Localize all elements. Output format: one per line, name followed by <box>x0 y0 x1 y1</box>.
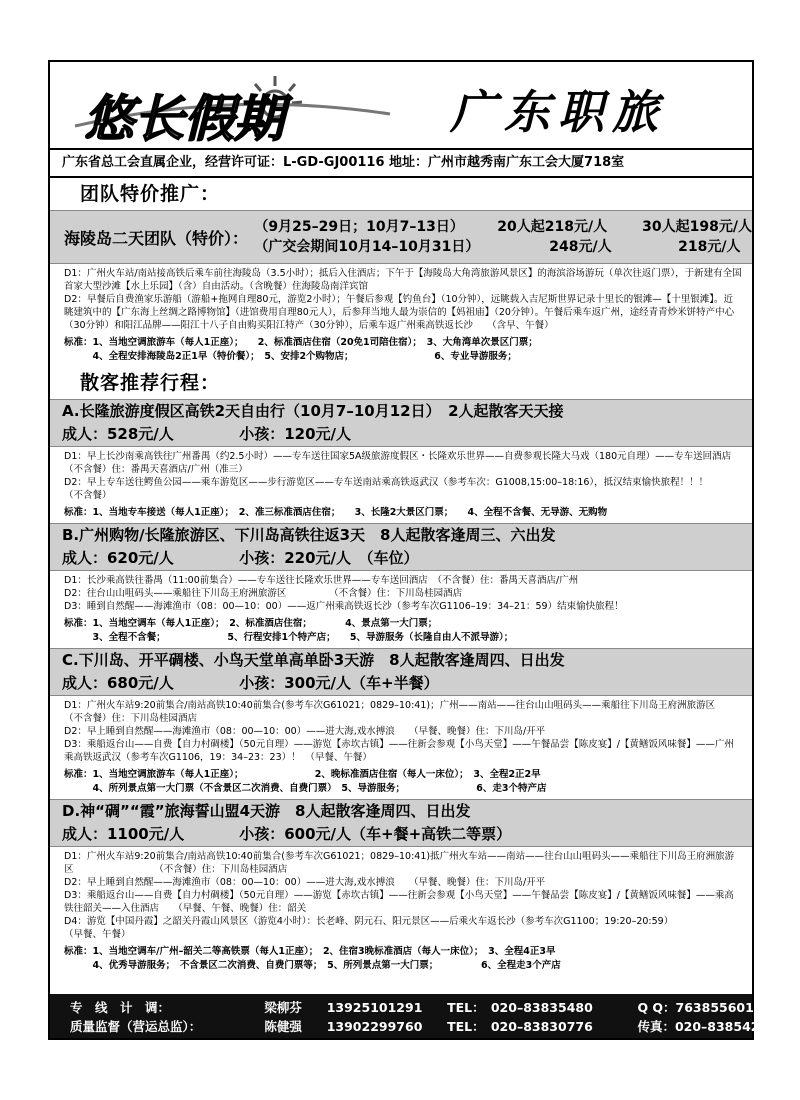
group-price-30: 30人起198元/人 <box>642 219 752 235</box>
supervise-label: 质量监督（营运总监）： <box>70 1019 202 1034</box>
itinerary-day: D2：早上睡到自然醒——海滩渔市（08：00—10：00）——进大海,戏水搏浪 （早餐、晚餐）住：下川岛/开平 <box>64 877 546 888</box>
standard-line: 标准：1、当地空调车/广州–韶关二等高铁票（每人1正座）； 2、住宿3晚标准酒店（每人一床位）； 3、全程4正3早 <box>64 946 556 957</box>
scatter-section-title: 散客推荐行程： <box>80 372 221 394</box>
group-dates-2: （广交会期间10月14–10月31日） <box>254 239 480 255</box>
child-price: 小孩：300元/人（车+半餐） <box>239 674 439 692</box>
hotline-mobile: 13925101291 <box>326 1000 423 1015</box>
logo <box>70 70 400 148</box>
supervise-row <box>70 1017 777 1036</box>
package-d-banner <box>50 799 752 847</box>
package-b-banner <box>50 523 752 571</box>
package-title: A.长隆旅游度假区高铁2天自由行（10月7–10月12日） 2人起散客天天接 <box>62 402 564 420</box>
itinerary-day: D3：乘船返台山——自费【自力村碉楼】（50元自理）——游览【赤坎古镇】——往新会参观【小鸟天堂】——午餐品尝【陈皮宴】/【黄鳝饭风味餐】——广州乘高铁返武汉（参考车次G1106，19：34–23：23）！ （早餐、午餐） <box>64 739 734 763</box>
itinerary-day: D1：广州火车站9:20前集合/南站高铁10:40前集合(参考车次G61021；0829–10:41)抵广州火车站——南站——往台山山咀码头——乘船往下川岛王府洲旅游区 （不含餐）住：下川岛桂园酒店 <box>64 851 735 875</box>
adult-price: 成人：528元/人 <box>62 425 174 443</box>
package-price <box>50 672 752 695</box>
supervise-tel: TEL： 020–83830776 <box>447 1019 593 1034</box>
qq-number: Q Q：763855601 <box>637 1000 754 1015</box>
package-price <box>50 423 752 446</box>
group-tour-name: 海陵岛二天团队（特价）： <box>64 228 249 248</box>
package-c-standards <box>50 766 752 799</box>
package-d-itinerary <box>50 847 764 943</box>
standard-line: 标准：1、当地空调旅游车（每人1正座）； 2、标准酒店住宿（20免1司陪住宿）； 3、大角湾单次景区门票； <box>64 337 538 348</box>
group-standards <box>50 334 752 367</box>
itinerary-day: D1：早上长沙南乘高铁往广州番禺（约2.5小时）——专车送往国家5A级旅游度假区・长隆欢乐世界——自费参观长隆大马戏（180元自理）——专车送回酒店 （不含餐）住：番禺天喜酒店/广州（准三） <box>64 451 779 475</box>
itinerary-day: D2：早上睡到自然醒——海滩渔市（08：00—10：00）——进大海,戏水搏浪 （早餐、晚餐）住：下川岛/开平 <box>64 726 546 737</box>
package-price <box>50 547 752 570</box>
package-d-standards <box>50 943 752 976</box>
group-tour-banner <box>50 210 752 264</box>
itinerary-day: D2：往台山山咀码头——乘船往下川岛王府洲旅游区 （不含餐）住：下川岛桂园酒店 <box>64 588 463 599</box>
brand-title: 广东职旅 <box>450 85 666 139</box>
itinerary-day: D1：长沙乘高铁往番禺（11:00前集合）——专车送往长隆欢乐世界——专车送回酒店 （不含餐）住：番禺天喜酒店/广州 <box>64 575 579 586</box>
standard-line: 标准：1、当地专车接送（每人1正座）； 2、准三标准酒店住宿； 3、长隆2大景区门票； 4、全程不含餐、无导游、无购物 <box>64 507 608 518</box>
child-price: 小孩：220元/人 （车位） <box>239 549 419 567</box>
itinerary-day: D3：睡到自然醒——海滩渔市（08：00—10：00）——返广州乘高铁返长沙（参考车次G1106–19：34–21：59）结束愉快旅程！ <box>64 601 624 612</box>
package-a-standards <box>50 504 752 523</box>
package-title: D.神“碉”“霞”旅海誓山盟4天游 8人起散客逢周四、日出发 <box>62 802 471 820</box>
standard-line: 标准：1、当地空调旅游车（每人1正座）； 2、晚标准酒店住宿（每人一床位）； 3、全程2正2早 <box>64 769 541 780</box>
itinerary-day: D4：游览【中国丹霞】之韶关丹霞山风景区（游览4小时）：长老峰、阴元石、阳元景区——后乘火车返长沙（参考车次G1100；19:20–20:59） （早餐、午餐） <box>64 916 764 940</box>
child-price: 小孩：120元/人 <box>239 425 352 443</box>
child-price: 小孩：600元/人（车+餐+高铁二等票） <box>239 825 512 843</box>
supervise-mobile: 13902299760 <box>326 1019 423 1034</box>
contact-footer <box>50 994 777 1038</box>
standard-line: 标准：1、当地空调车（每人1正座）； 2、标准酒店住宿； 4、景点第一大门票； <box>64 618 438 629</box>
package-a-banner <box>50 399 752 447</box>
group-price-20: 20人起218元/人 <box>497 219 608 235</box>
package-a-itinerary <box>50 447 779 504</box>
company-info: 广东省总工会直属企业，经营许可证：L-GD-GJ00116 地址：广州市越秀南广东工会大厦718室 <box>50 150 752 178</box>
package-c-banner <box>50 648 752 696</box>
standard-line: 4、所列景点第一大门票（不含景区二次消费、自费门票） 5、导游服务； 6、走3个特产店 <box>64 783 547 794</box>
hotline-name: 梁柳芬 <box>264 1000 302 1015</box>
hotline-tel: TEL： 020–83835480 <box>447 1000 593 1015</box>
package-b-standards <box>50 615 752 648</box>
group-price-30-fair: 218元/人 <box>678 239 741 255</box>
package-price <box>50 823 752 846</box>
itinerary-day: D3：乘船返台山——自费【自力村碉楼】（50元自理）——游览【赤坎古镇】——往新会参观【小鸟天堂】——午餐品尝【陈皮宴】/【黄鳝饭风味餐】——乘高铁往韶关——入住酒店 （早餐、午餐、晚餐）住：韶关 <box>64 890 734 914</box>
itinerary-day: D1：广州火车站/南站接高铁后乘车前往海陵岛（3.5小时）；抵后入住酒店；下午于【海陵岛大角湾旅游风景区】的海滨浴场游玩（单次往返门票），于新建有全国首家大型沙滩【水上乐园】（含）自由活动。（含晚餐）住海陵岛南洋宾馆 <box>64 268 742 292</box>
adult-price: 成人：620元/人 <box>62 549 174 567</box>
standard-line: 4、优秀导游服务； 不含景区二次消费、自费门票等； 5、所列景点第一大门票； 6、全程走3个产店 <box>64 960 561 971</box>
group-price-20-fair: 248元/人 <box>549 239 612 255</box>
logo-text: 悠长假期 <box>84 89 284 148</box>
itinerary-day: D2：早上专车送往鳄鱼公园——乘车游览区——步行游览区——专车送南站乘高铁返武汉（参考车次：G1008,15:00–18:16），抵汉结束愉快旅程！！！ （不含餐） <box>64 477 756 501</box>
package-b-itinerary <box>50 571 752 615</box>
hotline-row <box>70 998 754 1017</box>
itinerary-day: D2：早餐后自费渔家乐游船（游船+拖网自理80元，游览2小时）；午餐后参观【钓鱼台】（10分钟），远眺载入吉尼斯世界记录十里长的银滩—【十里银滩】。近眺建筑中的【广东海上丝绸之路博物馆】（进馆费用自理80元人），后参拜当地人最为崇信的【妈祖庙】（20分钟）。午餐后乘车返广州，途经青青炒米饼特产中心（30分钟）和阳江品牌——阳江十八子自由购买阳江特产（30分钟），后乘车返广州乘高铁返长沙 （含早、午餐） <box>64 294 735 331</box>
adult-price: 成人：680元/人 <box>62 674 174 692</box>
header <box>50 62 752 150</box>
supervise-name: 陈健强 <box>264 1019 302 1034</box>
package-c-itinerary <box>50 696 792 766</box>
fax-number: 传真：020–83854219 <box>637 1019 777 1034</box>
group-section-title: 团队特价推广： <box>80 183 221 205</box>
flyer <box>48 60 792 1040</box>
group-dates-1: （9月25–29日；10月7–13日） <box>254 219 464 235</box>
group-itinerary <box>50 264 752 334</box>
adult-price: 成人：1100元/人 <box>62 825 185 843</box>
group-tour-prices <box>254 217 752 257</box>
standard-line: 3、全程不含餐； 5、行程安排1个特产店； 5、导游服务（长隆自由人不派导游）； <box>64 632 514 643</box>
package-title: B.广州购物/长隆旅游区、下川岛高铁往返3天 8人起散客逢周三、六出发 <box>62 526 556 544</box>
package-title: C.下川岛、开平碉楼、小鸟天堂单高单卧3天游 8人起散客逢周四、日出发 <box>62 651 565 669</box>
standard-line: 4、全程安排海陵岛2正1早（特价餐）； 5、安排2个购物店； 6、专业导游服务； <box>64 351 517 362</box>
itinerary-day: D1：广州火车站9:20前集合/南站高铁10:40前集合(参考车次G61021；0829–10:41)；广州——南站——往台山山咀码头——乘船往下川岛王府洲旅游区 （不含餐）住：下川岛桂园酒店 <box>64 700 792 724</box>
hotline-label: 专 线 计 调： <box>70 1000 171 1015</box>
